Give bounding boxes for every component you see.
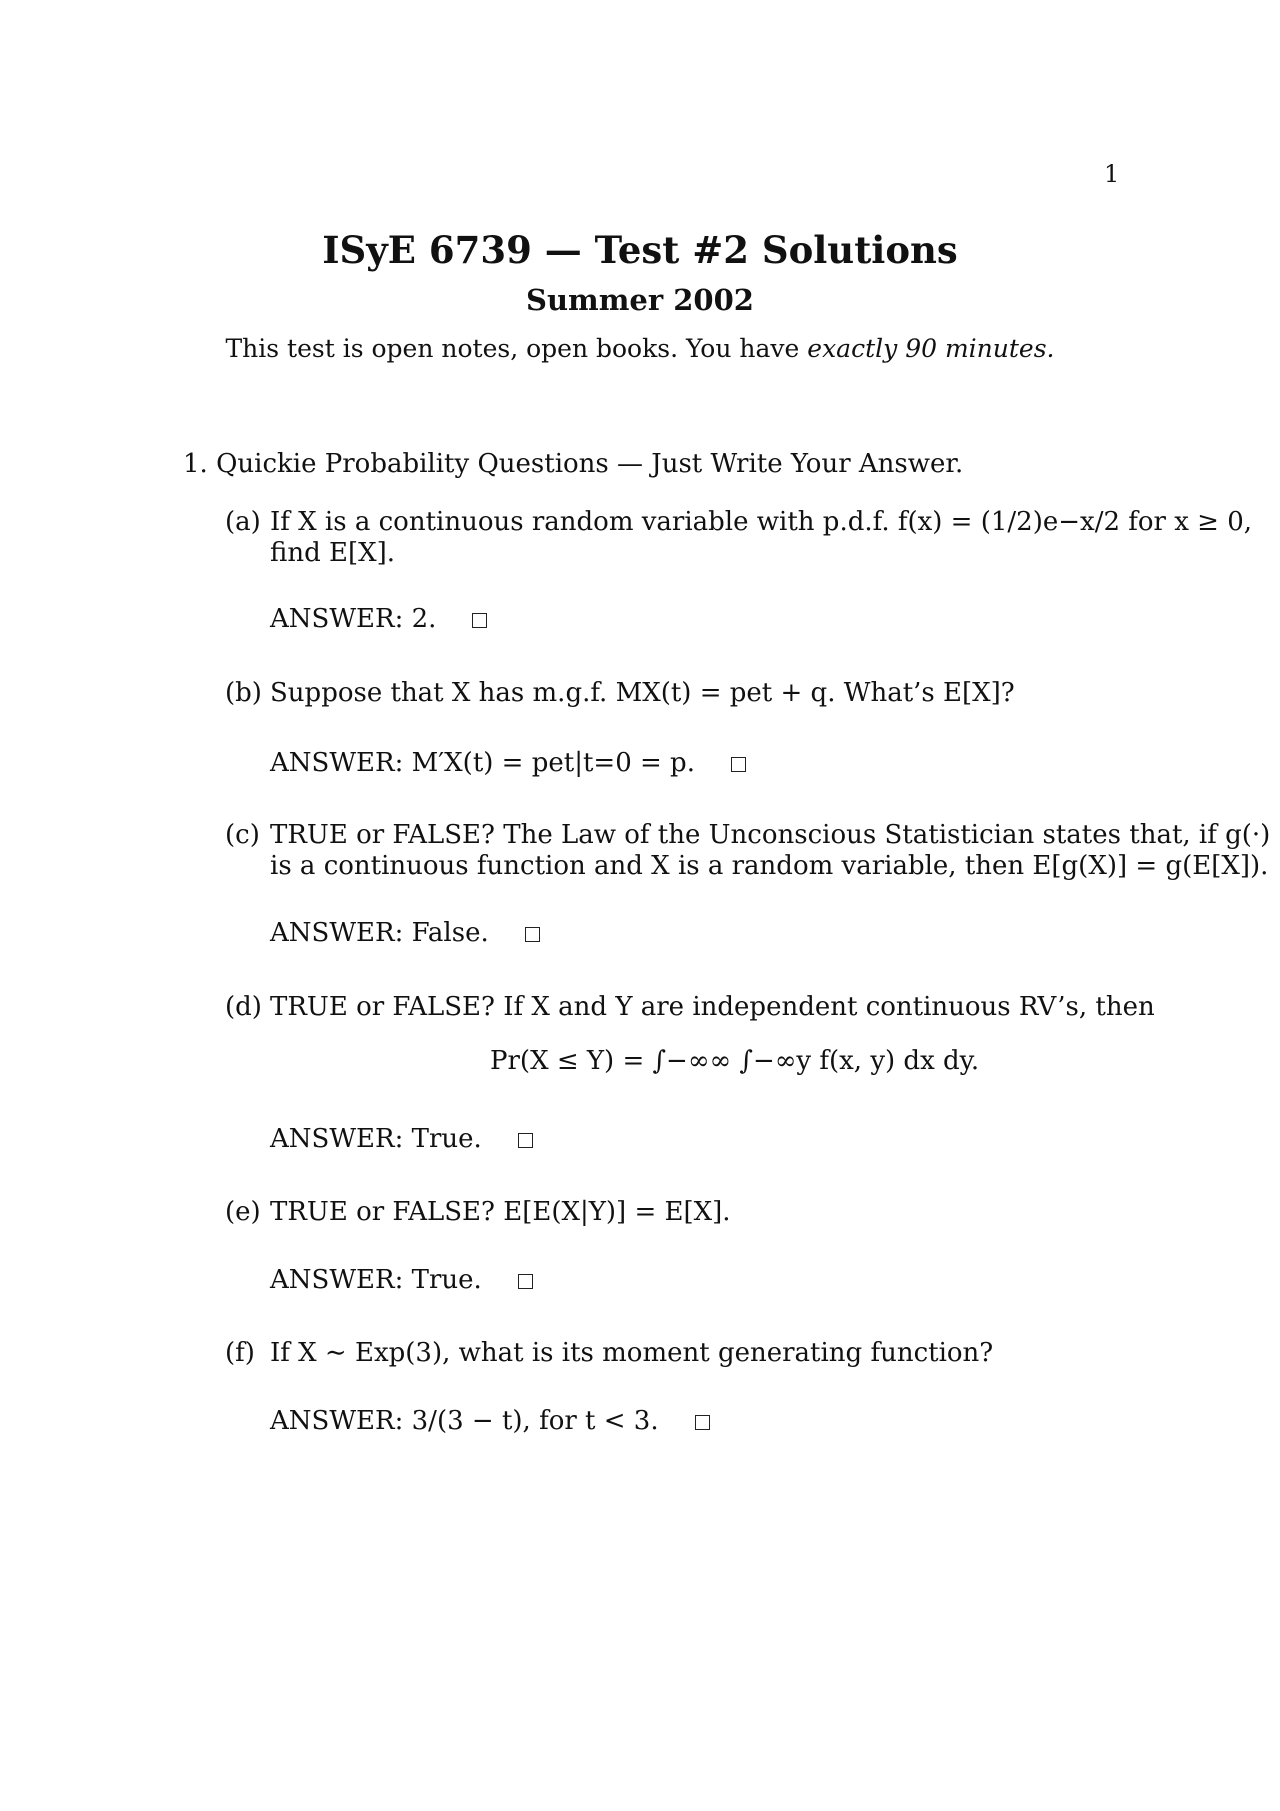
- answer-b-text: ANSWER: M′X(t) = pet|t=0 = p.: [270, 748, 695, 778]
- intro-emphasis: exactly 90 minutes.: [807, 334, 1055, 363]
- page-number: 1: [1104, 160, 1120, 188]
- page-title: ISyE 6739 — Test #2 Solutions: [322, 228, 958, 272]
- qed-square-icon: [518, 1133, 533, 1148]
- question-a-line2: find E[X].: [270, 538, 396, 568]
- question-a-line1: If X is a continuous random variable with p.d.f. f(x) = (1/2)e−x/2 for x ≥ 0,: [270, 507, 1253, 537]
- answer-a: [270, 604, 487, 634]
- intro-text: [0, 334, 1280, 363]
- question-f-line1: If X ∼ Exp(3), what is its moment generating function?: [270, 1338, 994, 1368]
- answer-e-text: ANSWER: True.: [270, 1265, 482, 1295]
- qed-square-icon: [695, 1415, 710, 1430]
- answer-c-text: ANSWER: False.: [270, 918, 489, 948]
- question-c-label: (c): [225, 820, 260, 850]
- section-number: 1.: [183, 449, 208, 479]
- question-d-formula: Pr(X ≤ Y) = ∫−∞∞ ∫−∞y f(x, y) dx dy.: [490, 1046, 980, 1076]
- question-d-line1: TRUE or FALSE? If X and Y are independent continuous RV’s, then: [270, 992, 1155, 1022]
- answer-a-text: ANSWER: 2.: [270, 604, 437, 634]
- qed-square-icon: [518, 1274, 533, 1289]
- question-d-label: (d): [225, 992, 262, 1022]
- answer-f-text: ANSWER: 3/(3 − t), for t < 3.: [270, 1406, 659, 1436]
- section-title: Quickie Probability Questions — Just Write Your Answer.: [216, 449, 964, 479]
- question-b-line1: Suppose that X has m.g.f. MX(t) = pet + q. What’s E[X]?: [270, 678, 1015, 708]
- intro-plain: This test is open notes, open books. You have: [225, 334, 808, 363]
- answer-c: [270, 918, 540, 948]
- question-e-line1: TRUE or FALSE? E[E(X|Y)] = E[X].: [270, 1197, 731, 1227]
- answer-b: [270, 748, 746, 778]
- qed-square-icon: [472, 613, 487, 628]
- question-a-label: (a): [225, 507, 261, 537]
- question-c-line2: is a continuous function and X is a random variable, then E[g(X)] = g(E[X]).: [270, 851, 1269, 881]
- page-subtitle: Summer 2002: [526, 283, 754, 317]
- answer-e: [270, 1265, 533, 1295]
- answer-d: [270, 1124, 533, 1154]
- question-b-label: (b): [225, 678, 262, 708]
- question-f-label: (f): [225, 1338, 255, 1368]
- section-heading: [183, 449, 963, 479]
- qed-square-icon: [731, 757, 746, 772]
- qed-square-icon: [525, 927, 540, 942]
- question-e-label: (e): [225, 1197, 261, 1227]
- answer-f: [270, 1406, 710, 1436]
- question-c-line1: TRUE or FALSE? The Law of the Unconscious Statistician states that, if g(·): [270, 820, 1271, 850]
- answer-d-text: ANSWER: True.: [270, 1124, 482, 1154]
